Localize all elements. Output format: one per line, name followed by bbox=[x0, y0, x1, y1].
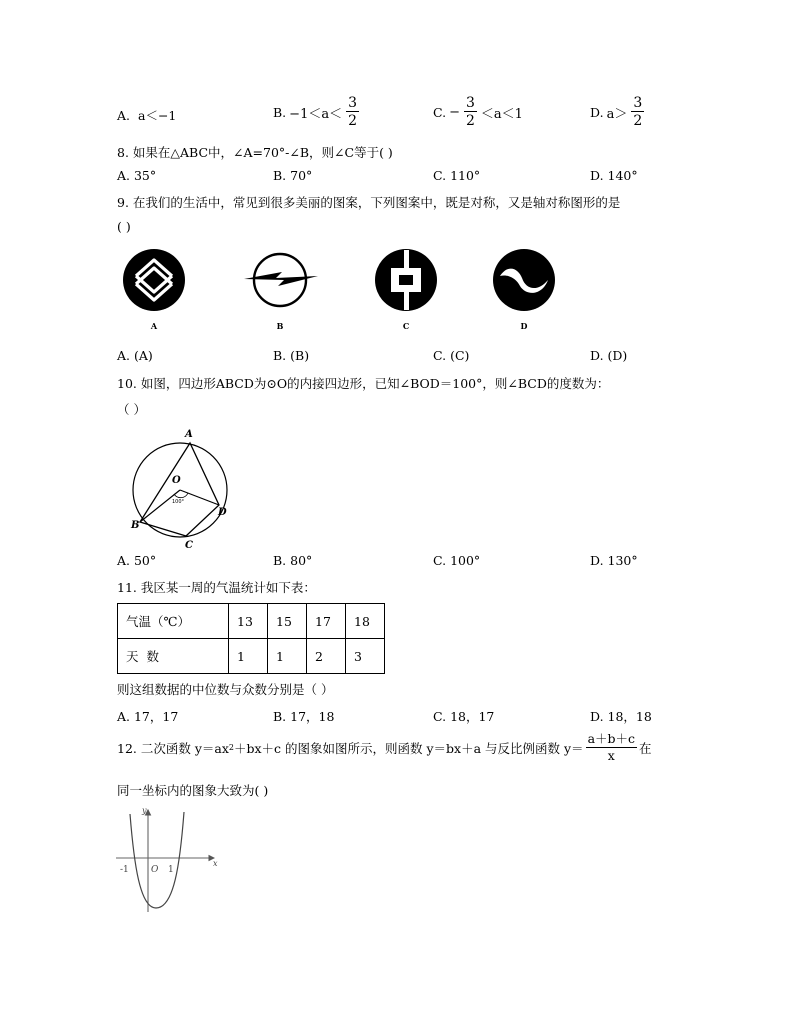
q11-question: 则这组数据的中位数与众数分别是（ ） bbox=[117, 682, 334, 697]
q8-option-c: C. 110° bbox=[433, 168, 481, 183]
q10-stem: 10. 如图，四边形ABCD为⊙O的内接四边形，已知∠BOD＝100°，则∠BCD的度数为： bbox=[117, 376, 610, 391]
table-cell: 2 bbox=[307, 639, 346, 674]
q9-figure-a bbox=[120, 246, 192, 334]
table-cell: 1 bbox=[268, 639, 307, 674]
q9-stem: 9. 在我们的生活中，常见到很多美丽的图案，下列图案中，既是对称，又是轴对称图形的是 bbox=[117, 195, 621, 210]
table-cell: 15 bbox=[268, 604, 307, 639]
option-text: ＜a＜1 bbox=[480, 106, 523, 122]
table-header-cell: 天 数 bbox=[118, 639, 229, 674]
fraction bbox=[464, 96, 477, 128]
q11-option-d: D. 18，18 bbox=[590, 709, 652, 724]
numerator: a＋b＋c bbox=[587, 731, 636, 746]
tick-label-1: 1 bbox=[168, 865, 174, 875]
denominator: x bbox=[607, 747, 615, 763]
q9-figure-d bbox=[490, 246, 562, 334]
label-A: A bbox=[185, 429, 193, 440]
temperature-table bbox=[117, 603, 385, 674]
q9-figure-b bbox=[242, 246, 322, 334]
tick-label-neg1: -1 bbox=[120, 865, 129, 875]
q11-option-b: B. 17，18 bbox=[273, 709, 335, 724]
figure-label: B bbox=[276, 321, 284, 331]
denominator: 2 bbox=[466, 113, 475, 129]
table-cell: 1 bbox=[229, 639, 268, 674]
q11-option-a: A. 17，17 bbox=[117, 709, 179, 724]
q9-option-a: A. (A) bbox=[117, 348, 153, 363]
option-letter: A. bbox=[117, 108, 131, 123]
q10-option-a: A. 50° bbox=[117, 553, 157, 568]
option-text: − bbox=[449, 104, 460, 120]
figure-label: C bbox=[402, 321, 410, 331]
option-text: −1＜a＜ bbox=[289, 106, 343, 122]
table-header-cell: 气温（℃） bbox=[118, 604, 229, 639]
q7-option-b bbox=[273, 96, 360, 128]
numerator: 3 bbox=[466, 95, 475, 111]
option-text: a＞ bbox=[606, 106, 628, 122]
q10-option-c: C. 100° bbox=[433, 553, 481, 568]
label-D: D bbox=[218, 507, 227, 518]
q12-stem-part-a: 12. 二次函数 y＝ax bbox=[117, 740, 229, 756]
numerator: 3 bbox=[348, 95, 358, 111]
q7-option-d bbox=[590, 96, 645, 128]
table-cell: 18 bbox=[346, 604, 385, 639]
numerator: 3 bbox=[633, 95, 643, 111]
q10-circle-figure bbox=[124, 424, 236, 550]
table-row bbox=[118, 639, 385, 674]
option-letter: B. bbox=[273, 104, 287, 120]
figure-label: A bbox=[150, 321, 158, 331]
q11-option-c: C. 18，17 bbox=[433, 709, 495, 724]
q8-option-b: B. 70° bbox=[273, 168, 313, 183]
q12-stem-part-b: ＋bx＋c 的图象如图所示，则函数 y＝bx＋a 与反比例函数 y＝ bbox=[233, 740, 584, 756]
q7-option-c bbox=[433, 96, 523, 128]
denominator: 2 bbox=[633, 113, 643, 129]
label-B: B bbox=[131, 520, 140, 531]
table-cell: 3 bbox=[346, 639, 385, 674]
q9-option-d: D. (D) bbox=[590, 348, 628, 363]
q9-option-c: C. (C) bbox=[433, 348, 470, 363]
q12-stem-part-c: 在 bbox=[639, 740, 652, 756]
q12-fraction bbox=[586, 733, 637, 762]
fraction bbox=[346, 96, 359, 128]
table-cell: 13 bbox=[229, 604, 268, 639]
q9-option-b: B. (B) bbox=[273, 348, 310, 363]
q9-stem-cont: ( ) bbox=[117, 219, 131, 234]
denominator: 2 bbox=[348, 113, 358, 129]
q8-stem: 8. 如果在△ABC中，∠A=70°-∠B，则∠C等于( ) bbox=[117, 145, 393, 160]
label-angle: 100° bbox=[172, 499, 185, 505]
axis-label-x: x bbox=[213, 859, 218, 868]
q10-stem-cont: （ ） bbox=[117, 402, 146, 417]
option-letter: D. bbox=[590, 104, 604, 120]
q9-figure-c bbox=[372, 246, 444, 334]
option-text: a＜−1 bbox=[138, 108, 177, 123]
q12-stem-line2: 同一坐标内的图象大致为( ) bbox=[117, 783, 269, 798]
option-letter: C. bbox=[433, 104, 447, 120]
q8-option-d: D. 140° bbox=[590, 168, 638, 183]
table-cell: 17 bbox=[307, 604, 346, 639]
q11-stem: 11. 我区某一周的气温统计如下表： bbox=[117, 580, 316, 595]
q12-exponent: 2 bbox=[228, 743, 234, 752]
table-row bbox=[118, 604, 385, 639]
q10-option-d: D. 130° bbox=[590, 553, 638, 568]
label-O: O bbox=[172, 475, 181, 486]
q12-parabola-figure bbox=[112, 804, 224, 916]
q7-option-a bbox=[117, 106, 176, 124]
q12-stem bbox=[117, 733, 652, 762]
q10-option-b: B. 80° bbox=[273, 553, 313, 568]
axis-label-y: y bbox=[142, 806, 147, 815]
fraction bbox=[631, 96, 644, 128]
figure-label: D bbox=[520, 321, 528, 331]
origin-label: O bbox=[151, 865, 159, 875]
label-C: C bbox=[185, 540, 193, 550]
q8-option-a: A. 35° bbox=[117, 168, 157, 183]
